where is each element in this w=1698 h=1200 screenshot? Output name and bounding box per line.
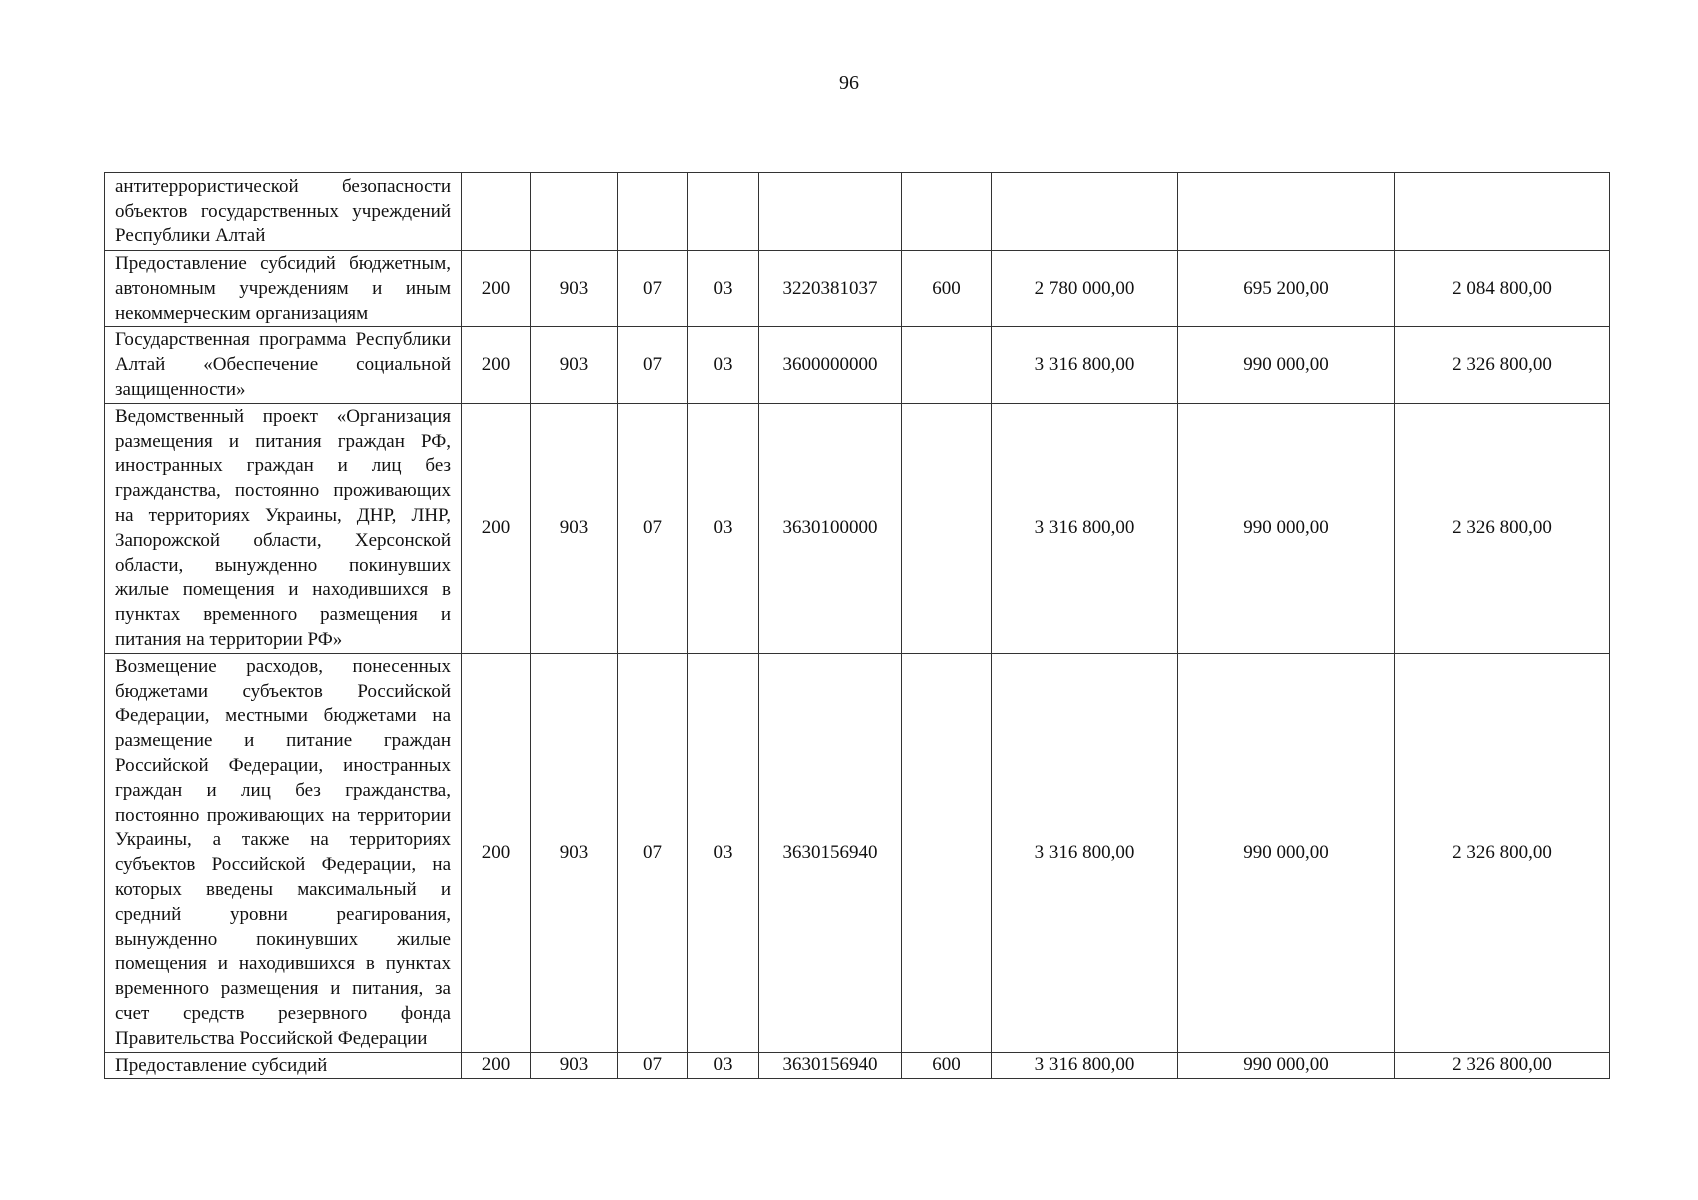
code-cell: 200 <box>462 327 531 403</box>
code-cell <box>618 173 688 251</box>
code-cell: 07 <box>618 403 688 653</box>
code-cell: 903 <box>531 251 618 327</box>
amount-cell: 2 326 800,00 <box>1395 653 1610 1052</box>
code-cell: 200 <box>462 403 531 653</box>
code-cell: 03 <box>688 403 759 653</box>
code-cell: 903 <box>531 1052 618 1079</box>
amount-cell: 990 000,00 <box>1178 653 1395 1052</box>
code-cell: 07 <box>618 251 688 327</box>
table-row <box>105 1052 1610 1079</box>
code-cell: 03 <box>688 327 759 403</box>
code-cell <box>688 173 759 251</box>
target-article-cell: 3630156940 <box>759 653 902 1052</box>
amount-cell: 3 316 800,00 <box>992 327 1178 403</box>
amount-cell: 990 000,00 <box>1178 1052 1395 1079</box>
amount-cell: 2 780 000,00 <box>992 251 1178 327</box>
amount-cell: 990 000,00 <box>1178 327 1395 403</box>
table-row <box>105 653 1610 1052</box>
code-cell: 200 <box>462 1052 531 1079</box>
target-article-cell: 3600000000 <box>759 327 902 403</box>
target-article-cell: 3220381037 <box>759 251 902 327</box>
amount-cell: 3 316 800,00 <box>992 653 1178 1052</box>
target-article-cell: 3630156940 <box>759 1052 902 1079</box>
code-cell: 03 <box>688 1052 759 1079</box>
row-description: антитеррористической безопасности объектов государственных учреждений Республики Алтай <box>105 173 462 251</box>
row-description: Предоставление субсидий <box>105 1052 462 1079</box>
code-cell: 903 <box>531 327 618 403</box>
amount-cell: 2 326 800,00 <box>1395 1052 1610 1079</box>
amount-cell: 3 316 800,00 <box>992 1052 1178 1079</box>
table-row <box>105 327 1610 403</box>
row-description: Предоставление субсидий бюджетным, автономным учреждениям и иным некоммерческим организациям <box>105 251 462 327</box>
code-cell: 07 <box>618 653 688 1052</box>
code-cell <box>531 173 618 251</box>
expense-type-cell <box>902 173 992 251</box>
amount-cell: 695 200,00 <box>1178 251 1395 327</box>
expense-type-cell <box>902 327 992 403</box>
code-cell <box>462 173 531 251</box>
code-cell: 03 <box>688 251 759 327</box>
row-description: Государственная программа Республики Алтай «Обеспечение социальной защищенности» <box>105 327 462 403</box>
code-cell: 03 <box>688 653 759 1052</box>
row-description: Возмещение расходов, понесенных бюджетами субъектов Российской Федерации, местными бюджетами на размещение и питание граждан Российской Федерации, иностранных граждан и лиц без гражданства, постоянно проживающих на территории Украины, а также на территориях субъектов Российской Федерации, на которых введены максимальный и средний уровни реагирования, вынужденно покинувших жилые помещения и находившихся в пунктах временного размещения и питания, за счет средств резервного фонда Правительства Российской Федерации <box>105 653 462 1052</box>
expense-type-cell <box>902 403 992 653</box>
code-cell: 07 <box>618 327 688 403</box>
target-article-cell: 3630100000 <box>759 403 902 653</box>
code-cell: 200 <box>462 653 531 1052</box>
expense-type-cell: 600 <box>902 1052 992 1079</box>
expense-type-cell: 600 <box>902 251 992 327</box>
target-article-cell <box>759 173 902 251</box>
amount-cell: 2 084 800,00 <box>1395 251 1610 327</box>
budget-table <box>104 172 1610 1079</box>
amount-cell: 990 000,00 <box>1178 403 1395 653</box>
code-cell: 903 <box>531 403 618 653</box>
amount-cell: 3 316 800,00 <box>992 403 1178 653</box>
amount-cell <box>1178 173 1395 251</box>
amount-cell <box>992 173 1178 251</box>
amount-cell <box>1395 173 1610 251</box>
code-cell: 200 <box>462 251 531 327</box>
code-cell: 903 <box>531 653 618 1052</box>
table-row <box>105 403 1610 653</box>
table-row <box>105 173 1610 251</box>
row-description: Ведомственный проект «Организация размещения и питания граждан РФ, иностранных граждан и лиц без гражданства, постоянно проживающих на территориях Украины, ДНР, ЛНР, Запорожской области, Херсонской области, вынужденно покинувших жилые помещения и находившихся в пунктах временного размещения и питания на территории РФ» <box>105 403 462 653</box>
amount-cell: 2 326 800,00 <box>1395 403 1610 653</box>
page-number: 96 <box>839 72 859 94</box>
table-row <box>105 251 1610 327</box>
amount-cell: 2 326 800,00 <box>1395 327 1610 403</box>
expense-type-cell <box>902 653 992 1052</box>
code-cell: 07 <box>618 1052 688 1079</box>
